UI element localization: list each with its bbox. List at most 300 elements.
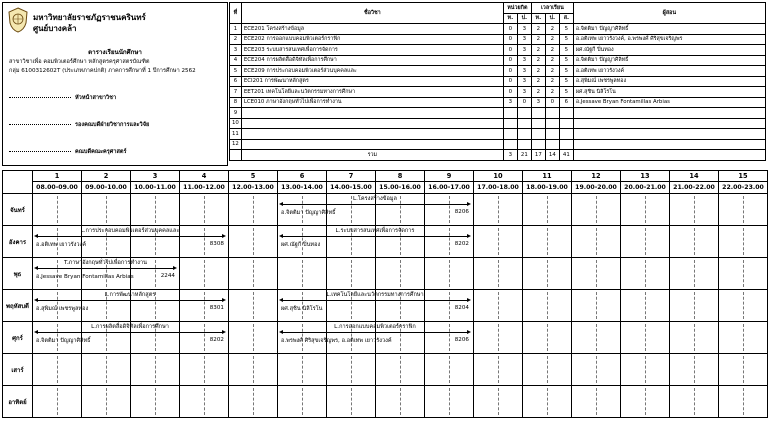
time-slot	[670, 386, 719, 418]
subject-no-cell: 10	[230, 118, 242, 129]
course-duration-arrow	[283, 236, 467, 237]
subject-hp-cell	[545, 139, 559, 150]
program-line: สาขาวิชาเพื่อ คอมพิวเตอร์ศึกษา หลักสูตรครุศาสตรบัณฑิต	[9, 59, 150, 65]
half-hour-divider	[596, 292, 597, 319]
day-label: ศุกร์	[3, 322, 33, 354]
day-label: จันทร์	[3, 194, 33, 226]
half-hour-divider	[498, 292, 499, 319]
half-hour-divider	[596, 356, 597, 383]
subject-hs-cell: 5	[559, 34, 573, 45]
subject-name-cell	[241, 139, 503, 150]
subject-hs-cell: 5	[559, 66, 573, 77]
time-slot	[523, 226, 572, 258]
half-hour-divider	[498, 228, 499, 255]
time-slot	[621, 354, 670, 386]
half-hour-divider	[645, 292, 646, 319]
subject-lecturer-cell: อ.อติเทพ เยาวรังวงค์	[573, 66, 765, 77]
subject-hs-cell	[559, 139, 573, 150]
signature-title: คณบดีคณะครุศาสตร์	[75, 149, 127, 155]
subject-no-cell: 3	[230, 45, 242, 56]
subject-hp-cell: 0	[545, 97, 559, 108]
subject-ct-cell	[503, 139, 517, 150]
header-lecturer: ผู้สอน	[573, 3, 765, 24]
course-duration-arrow	[38, 236, 222, 237]
period-time: 21.00-22.00	[670, 182, 719, 194]
period-time: 20.00-21.00	[621, 182, 670, 194]
time-slot	[180, 258, 229, 290]
time-slot	[82, 194, 131, 226]
subject-ht-cell: 2	[531, 87, 545, 98]
course-block[interactable]	[279, 321, 471, 348]
subject-hs-cell: 5	[559, 24, 573, 35]
subject-name-cell	[241, 129, 503, 140]
half-hour-divider	[106, 356, 107, 383]
time-slot	[376, 354, 425, 386]
subject-ht-cell	[531, 129, 545, 140]
period-number: 1	[33, 171, 82, 182]
course-name: L.ระบบสารสนเทศเพื่อการจัดการ	[335, 228, 415, 234]
subject-lecturer-cell: อ.จิตติมา ปัญญาศิลิทธิ์	[573, 55, 765, 66]
time-slot	[670, 322, 719, 354]
course-duration-arrow	[283, 332, 467, 333]
subject-hp-cell	[545, 118, 559, 129]
table-row	[230, 34, 766, 45]
time-slot	[670, 354, 719, 386]
half-hour-divider	[596, 228, 597, 255]
total-blank	[230, 150, 242, 161]
time-slot	[425, 258, 474, 290]
half-hour-divider	[694, 356, 695, 383]
time-slot	[33, 386, 82, 418]
course-name: L.โครงสร้างข้อมูล	[353, 196, 397, 202]
course-teacher: ผศ.ณัฐกี ปิ่นทอง	[281, 242, 321, 248]
time-slot	[474, 290, 523, 322]
subject-hs-cell: 6	[559, 97, 573, 108]
subject-no-cell: 8	[230, 97, 242, 108]
half-hour-divider	[253, 196, 254, 223]
time-slot	[180, 194, 229, 226]
half-hour-divider	[743, 260, 744, 287]
subject-name-cell: ECE204 การผลิตสื่อดิจิทัลเพื่อการศึกษา	[241, 55, 503, 66]
subject-ct-cell: 0	[503, 66, 517, 77]
subject-lecturer-cell: อ.อติเทพ เยาวรังวงค์, อ.พรพงศ์ ศิริสุขเจริญพร	[573, 34, 765, 45]
time-slot	[180, 386, 229, 418]
subject-hs-cell	[559, 118, 573, 129]
table-row	[230, 55, 766, 66]
time-slot	[719, 322, 768, 354]
subject-ht-cell	[531, 118, 545, 129]
period-time: 14.00-15.00	[327, 182, 376, 194]
half-hour-divider	[694, 324, 695, 351]
half-hour-divider	[106, 388, 107, 415]
table-row	[230, 108, 766, 119]
half-hour-divider	[253, 388, 254, 415]
total-label: รวม	[241, 150, 503, 161]
course-room: 8202	[454, 241, 469, 247]
total-hours-theory: 17	[531, 150, 545, 161]
time-slot	[572, 354, 621, 386]
course-teacher: อ.จิตติมา ปัญญาศิลิทธิ์	[281, 210, 336, 216]
total-hours-self: 41	[559, 150, 573, 161]
table-row	[230, 45, 766, 56]
subject-no-cell: 9	[230, 108, 242, 119]
subject-name-cell: ECE203 ระบบสารสนเทศเพื่อการจัดการ	[241, 45, 503, 56]
half-hour-divider	[743, 196, 744, 223]
time-slot	[719, 258, 768, 290]
time-slot	[572, 258, 621, 290]
half-hour-divider	[645, 388, 646, 415]
time-slot	[425, 354, 474, 386]
table-row	[230, 97, 766, 108]
course-block[interactable]	[34, 289, 226, 316]
subject-table	[229, 2, 766, 161]
time-slot	[719, 290, 768, 322]
period-number: 4	[180, 171, 229, 182]
half-hour-divider	[155, 356, 156, 383]
header-panel	[2, 2, 228, 166]
course-duration-arrow	[38, 268, 173, 269]
course-duration-arrow	[283, 204, 467, 205]
subject-lecturer-cell: ผศ.สุชิน นิลิโรโน	[573, 87, 765, 98]
total-credit-theory: 3	[503, 150, 517, 161]
university-seal-icon	[7, 7, 29, 33]
half-hour-divider	[106, 196, 107, 223]
time-slot	[572, 386, 621, 418]
half-hour-divider	[694, 388, 695, 415]
day-label: อังคาร	[3, 226, 33, 258]
table-row	[230, 87, 766, 98]
group-line: กลุ่ม 6100312602T (ประเภทภาคปกติ) ภาคการศึกษาที่ 1 ปีการศึกษา 2562	[9, 68, 196, 74]
subject-lecturer-cell	[573, 118, 765, 129]
subject-ct-cell: 0	[503, 24, 517, 35]
time-slot	[621, 290, 670, 322]
half-hour-divider	[204, 356, 205, 383]
subject-no-cell: 12	[230, 139, 242, 150]
course-name: T.ภาษาอังกฤษทั่วไปเพื่อการทำงาน	[64, 260, 147, 266]
course-block[interactable]	[279, 289, 471, 316]
half-hour-divider	[645, 324, 646, 351]
period-number: 6	[278, 171, 327, 182]
half-hour-divider	[498, 260, 499, 287]
time-slot	[33, 354, 82, 386]
subject-ct-cell	[503, 118, 517, 129]
half-hour-divider	[155, 196, 156, 223]
table-row	[230, 118, 766, 129]
half-hour-divider	[253, 356, 254, 383]
time-slot	[719, 354, 768, 386]
half-hour-divider	[596, 260, 597, 287]
time-slot	[474, 258, 523, 290]
half-hour-divider	[645, 228, 646, 255]
half-hour-divider	[449, 356, 450, 383]
day-label: พฤหัสบดี	[3, 290, 33, 322]
period-number: 8	[376, 171, 425, 182]
half-hour-divider	[400, 260, 401, 287]
subject-hp-cell: 2	[545, 55, 559, 66]
subject-cp-cell: 3	[517, 24, 531, 35]
subject-ht-cell: 2	[531, 66, 545, 77]
time-slot	[474, 354, 523, 386]
time-slot	[474, 194, 523, 226]
period-time: 12.00-13.00	[229, 182, 278, 194]
time-slot	[327, 354, 376, 386]
time-slot	[621, 226, 670, 258]
subject-name-cell	[241, 108, 503, 119]
course-block[interactable]	[279, 225, 471, 252]
half-hour-divider	[204, 196, 205, 223]
half-hour-divider	[302, 356, 303, 383]
half-hour-divider	[694, 292, 695, 319]
course-name: L.การประกอบคอมพิวเตอร์ส่วนบุคคลและ	[80, 228, 180, 234]
half-hour-divider	[302, 260, 303, 287]
subject-ct-cell: 3	[503, 97, 517, 108]
time-slot	[229, 194, 278, 226]
table-row	[230, 76, 766, 87]
subject-ct-cell	[503, 129, 517, 140]
period-number: 15	[719, 171, 768, 182]
subject-lecturer-cell: ผศ.ณัฐกี ปิ่นทอง	[573, 45, 765, 56]
time-slot	[229, 258, 278, 290]
subject-lecturer-cell	[573, 108, 765, 119]
subject-ht-cell: 2	[531, 34, 545, 45]
time-slot	[572, 322, 621, 354]
time-slot	[229, 322, 278, 354]
half-hour-divider	[547, 196, 548, 223]
time-slot	[474, 226, 523, 258]
subject-name-cell: LCE010 ภาษาอังกฤษทั่วไปเพื่อการทำงาน	[241, 97, 503, 108]
subject-lecturer-cell: อ.Jessave Bryan Fontamillas Arbias	[573, 97, 765, 108]
period-time: 10.00-11.00	[131, 182, 180, 194]
period-time: 13.00-14.00	[278, 182, 327, 194]
half-hour-divider	[351, 356, 352, 383]
time-slot	[278, 258, 327, 290]
time-slot	[82, 386, 131, 418]
subject-lecturer-cell	[573, 139, 765, 150]
time-slot	[131, 354, 180, 386]
course-room: 8204	[454, 305, 469, 311]
period-number: 7	[327, 171, 376, 182]
campus-name: ศูนย์บางคล้า	[33, 24, 77, 33]
half-hour-divider	[743, 228, 744, 255]
half-hour-divider	[694, 196, 695, 223]
subject-ct-cell	[503, 108, 517, 119]
total-hours-practice: 14	[545, 150, 559, 161]
time-slot	[523, 322, 572, 354]
subject-lecturer-cell: อ.สุพิมณ์ เพชรพูลทอง	[573, 76, 765, 87]
university-name: มหาวิทยาลัยราชภัฏราชนครินทร์	[33, 13, 146, 22]
time-slot	[719, 386, 768, 418]
time-slot	[719, 226, 768, 258]
subject-cp-cell: 0	[517, 97, 531, 108]
signature-line-3	[9, 148, 127, 156]
header-theory: ท.	[503, 13, 517, 24]
subject-cp-cell	[517, 108, 531, 119]
course-name: L.การผลิตสื่อดิจิทัลเพื่อการศึกษา	[91, 324, 169, 330]
time-slot	[82, 354, 131, 386]
course-room: 8206	[454, 337, 469, 343]
half-hour-divider	[694, 228, 695, 255]
half-hour-divider	[743, 356, 744, 383]
table-row	[230, 139, 766, 150]
half-hour-divider	[253, 228, 254, 255]
subject-lecturer-cell	[573, 129, 765, 140]
signature-line-1	[9, 94, 116, 102]
half-hour-divider	[596, 324, 597, 351]
half-hour-divider	[645, 356, 646, 383]
subject-hp-cell	[545, 129, 559, 140]
subject-ct-cell: 0	[503, 87, 517, 98]
subject-no-cell: 2	[230, 34, 242, 45]
time-slot	[474, 322, 523, 354]
subject-hp-cell: 2	[545, 24, 559, 35]
subject-cp-cell: 3	[517, 87, 531, 98]
half-hour-divider	[253, 292, 254, 319]
course-teacher: ผศ.สุชิน นิลิโรโน	[281, 306, 323, 312]
half-hour-divider	[596, 196, 597, 223]
half-hour-divider	[498, 356, 499, 383]
subject-lecturer-cell: อ.จิตติมา ปัญญาศิลิทธิ์	[573, 24, 765, 35]
signature-dots	[9, 151, 71, 152]
course-room: 8308	[209, 241, 224, 247]
time-slot	[572, 290, 621, 322]
header-practice: ป.	[517, 13, 531, 24]
subject-ct-cell: 0	[503, 45, 517, 56]
subject-hs-cell: 5	[559, 45, 573, 56]
subject-cp-cell	[517, 129, 531, 140]
half-hour-divider	[449, 388, 450, 415]
time-slot	[621, 386, 670, 418]
course-teacher: อ.อติเทพ เยาวรังวงค์	[36, 242, 87, 248]
time-slot	[621, 194, 670, 226]
subject-hs-cell: 5	[559, 76, 573, 87]
header-hours-practice: ป.	[545, 13, 559, 24]
subject-ht-cell: 2	[531, 55, 545, 66]
subject-ht-cell: 3	[531, 97, 545, 108]
period-number: 3	[131, 171, 180, 182]
subject-hp-cell: 2	[545, 34, 559, 45]
half-hour-divider	[547, 228, 548, 255]
course-name: L.เทคโนโลยีและนวัตกรรมทางการศึกษา	[326, 292, 424, 298]
time-slot	[523, 386, 572, 418]
subject-cp-cell: 3	[517, 34, 531, 45]
subject-ht-cell	[531, 139, 545, 150]
course-block[interactable]	[34, 257, 177, 284]
half-hour-divider	[204, 260, 205, 287]
header-no: ที่	[230, 3, 242, 24]
period-time: 08.00-09.00	[33, 182, 82, 194]
half-hour-divider	[253, 260, 254, 287]
subject-no-cell: 11	[230, 129, 242, 140]
time-slot	[670, 194, 719, 226]
subject-name-cell: ECE202 การออกแบบคอมพิวเตอร์กราฟิก	[241, 34, 503, 45]
subject-cp-cell	[517, 118, 531, 129]
period-number: 10	[474, 171, 523, 182]
time-slot	[670, 290, 719, 322]
half-hour-divider	[253, 324, 254, 351]
subject-name-cell: ECI201 การพัฒนาหลักสูตร	[241, 76, 503, 87]
table-row	[230, 66, 766, 77]
half-hour-divider	[400, 388, 401, 415]
period-time: 17.00-18.00	[474, 182, 523, 194]
subject-ht-cell: 2	[531, 45, 545, 56]
subject-name-cell: ECE201 โครงสร้างข้อมูล	[241, 24, 503, 35]
document-title: ตารางเรียนนักศึกษา	[88, 49, 142, 56]
time-slot	[523, 354, 572, 386]
subject-hp-cell	[545, 108, 559, 119]
time-slot	[474, 386, 523, 418]
time-slot	[523, 258, 572, 290]
time-slot	[621, 258, 670, 290]
time-slot	[131, 386, 180, 418]
time-slot	[670, 226, 719, 258]
course-teacher: อ.พรพงศ์ ศิริสุขเจริญพร, อ.อติเทพ เยาวรังวงค์	[281, 338, 392, 344]
course-block[interactable]	[34, 321, 226, 348]
subject-hs-cell: 5	[559, 87, 573, 98]
period-number: 9	[425, 171, 474, 182]
period-time: 11.00-12.00	[180, 182, 229, 194]
header-credits: หน่วยกิต	[503, 3, 531, 14]
course-duration-arrow	[38, 300, 222, 301]
time-slot	[670, 258, 719, 290]
time-slot	[327, 258, 376, 290]
signature-dots	[9, 97, 71, 98]
half-hour-divider	[57, 356, 58, 383]
half-hour-divider	[155, 388, 156, 415]
period-time: 15.00-16.00	[376, 182, 425, 194]
course-room: 8301	[209, 305, 224, 311]
period-time: 22.00-23.00	[719, 182, 768, 194]
subject-cp-cell: 3	[517, 55, 531, 66]
subject-name-cell: EET201 เทคโนโลยีและนวัตกรรมทางการศึกษา	[241, 87, 503, 98]
time-slot	[425, 386, 474, 418]
time-slot	[376, 258, 425, 290]
time-slot	[229, 290, 278, 322]
half-hour-divider	[743, 324, 744, 351]
day-label: พุธ	[3, 258, 33, 290]
table-row	[230, 129, 766, 140]
subject-name-cell: ECE209 การประกอบคอมพิวเตอร์ส่วนบุคคลและ	[241, 66, 503, 77]
time-slot	[278, 354, 327, 386]
header-subject-name: ชื่อวิชา	[241, 3, 503, 24]
period-time: 19.00-20.00	[572, 182, 621, 194]
time-slot	[719, 194, 768, 226]
subject-no-cell: 7	[230, 87, 242, 98]
half-hour-divider	[302, 388, 303, 415]
period-number: 14	[670, 171, 719, 182]
course-room: 8202	[209, 337, 224, 343]
half-hour-divider	[498, 388, 499, 415]
day-label: เสาร์	[3, 354, 33, 386]
header-hours: เวลาเรียน	[531, 3, 573, 14]
period-time: 09.00-10.00	[82, 182, 131, 194]
table-row	[230, 24, 766, 35]
course-block[interactable]	[34, 225, 226, 252]
subject-cp-cell: 3	[517, 66, 531, 77]
course-block[interactable]	[279, 193, 471, 220]
time-slot	[621, 322, 670, 354]
subject-hp-cell: 2	[545, 87, 559, 98]
half-hour-divider	[57, 388, 58, 415]
half-hour-divider	[645, 196, 646, 223]
period-time: 18.00-19.00	[523, 182, 572, 194]
signature-title: รองคณบดีฝ่ายวิชาการและวิจัย	[75, 122, 150, 128]
half-hour-divider	[645, 260, 646, 287]
course-duration-arrow	[38, 332, 222, 333]
signature-title: หัวหน้าสาขาวิชา	[75, 95, 117, 101]
half-hour-divider	[57, 196, 58, 223]
time-slot	[278, 386, 327, 418]
time-slot	[572, 226, 621, 258]
